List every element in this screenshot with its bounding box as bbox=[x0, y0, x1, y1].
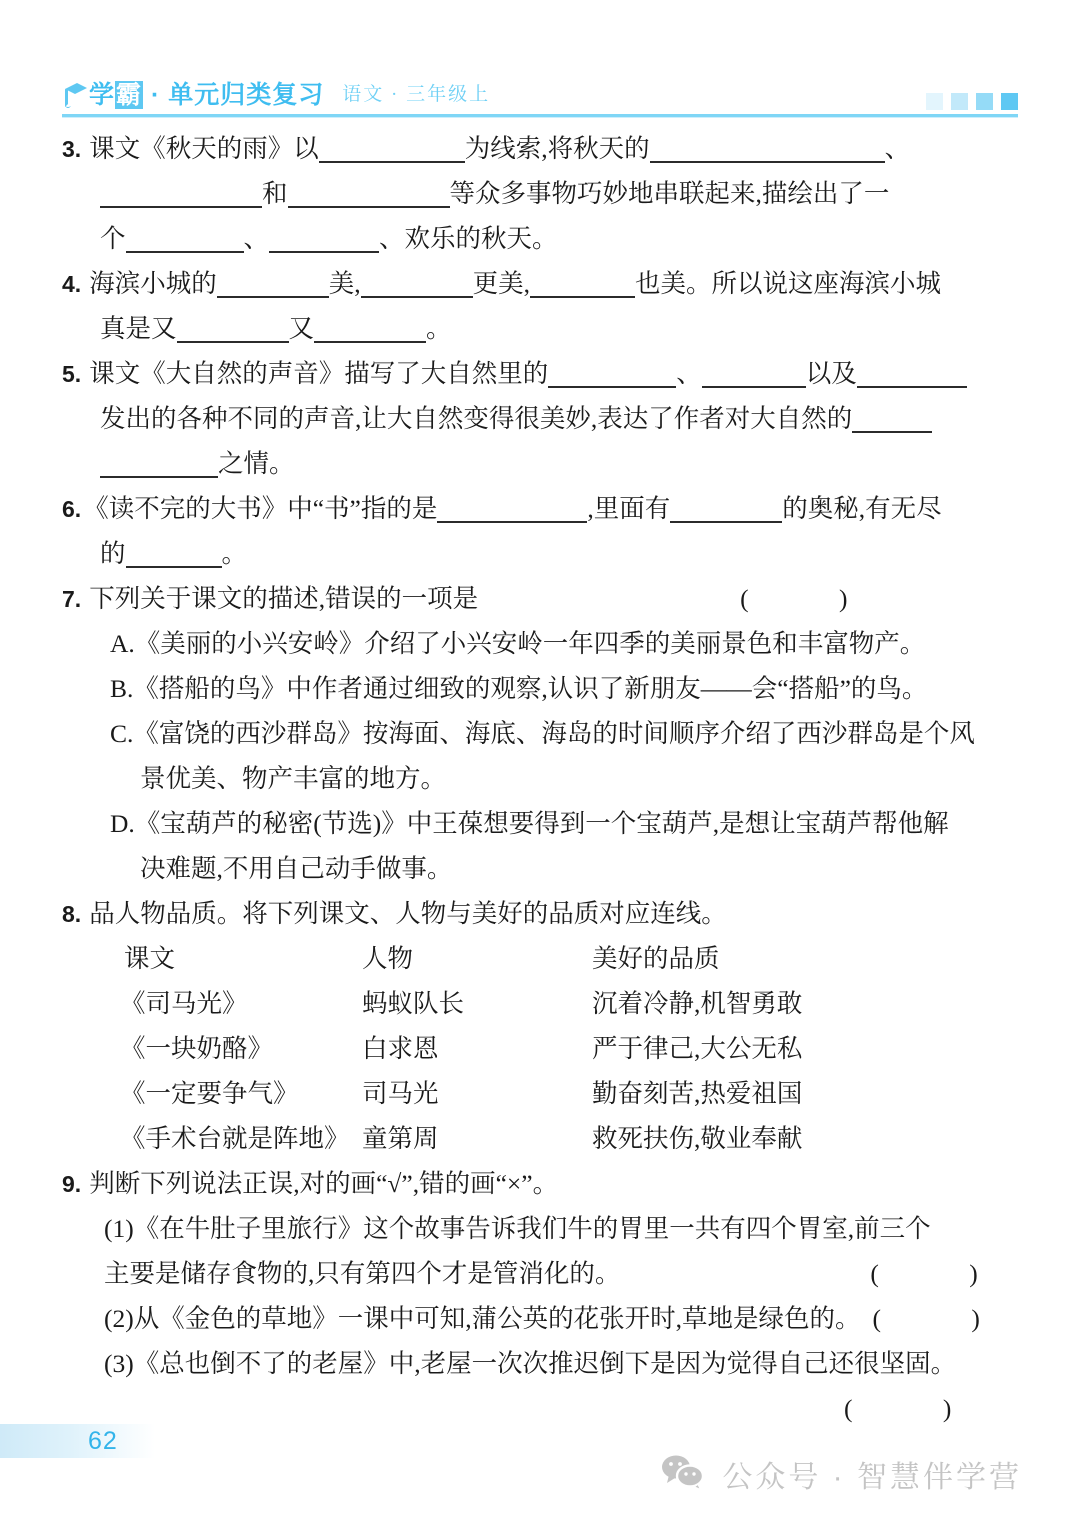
blank-field[interactable] bbox=[319, 131, 465, 163]
question-8-stem: 品人物品质。将下列课文、人物与美好的品质对应连线。 bbox=[89, 899, 727, 928]
question-4-text-g: 。 bbox=[426, 314, 452, 343]
question-6-text-e: 。 bbox=[221, 539, 248, 568]
matching-header-person: 人物 bbox=[362, 944, 414, 973]
graduation-cap-icon bbox=[62, 80, 88, 110]
question-8-number: 8. bbox=[62, 901, 82, 927]
question-9 bbox=[62, 1161, 1022, 1431]
question-9-stem: 判断下列说法正误,对的画“√”,错的画“×”。 bbox=[89, 1169, 559, 1198]
matching-cell-quality[interactable]: 严于律己,大公无私 bbox=[592, 1034, 803, 1063]
header-square-3 bbox=[976, 93, 993, 110]
answer-bracket[interactable]: ( ) bbox=[870, 1259, 1020, 1288]
blank-field[interactable] bbox=[177, 311, 289, 343]
matching-cell-person[interactable]: 司马光 bbox=[362, 1079, 439, 1108]
blank-field[interactable] bbox=[857, 356, 967, 388]
question-7-number: 7. bbox=[62, 586, 82, 612]
question-3-text-a: 课文《秋天的雨》以 bbox=[89, 134, 319, 163]
question-6-text-a: 《读不完的大书》中“书”指的是 bbox=[83, 494, 438, 523]
blank-field[interactable] bbox=[650, 131, 885, 163]
matching-table bbox=[62, 936, 1018, 1161]
matching-cell-text[interactable]: 《司马光》 bbox=[120, 989, 248, 1018]
blank-field[interactable] bbox=[361, 266, 473, 298]
matching-cell-person[interactable]: 蚂蚁队长 bbox=[362, 989, 465, 1018]
question-4-text-f: 又 bbox=[288, 314, 315, 343]
question-6-text-b: ,里面有 bbox=[587, 494, 671, 523]
matching-cell-person[interactable]: 白求恩 bbox=[362, 1034, 439, 1063]
question-9-number: 9. bbox=[62, 1171, 82, 1197]
question-3-text-c: 、 bbox=[884, 134, 911, 163]
blank-field[interactable] bbox=[702, 356, 806, 388]
answer-bracket[interactable]: ( ) bbox=[844, 1394, 994, 1423]
header-divider bbox=[62, 114, 1018, 117]
blank-field[interactable] bbox=[100, 446, 218, 478]
matching-cell-quality[interactable]: 救死扶伤,敬业奉献 bbox=[592, 1124, 803, 1153]
question-5 bbox=[62, 351, 1018, 486]
question-3-text-h: 、欢乐的秋天。 bbox=[379, 224, 558, 253]
blank-field[interactable] bbox=[217, 266, 329, 298]
question-5-text-a: 课文《大自然的声音》描写了大自然里的 bbox=[89, 359, 549, 388]
wechat-icon bbox=[660, 1453, 706, 1496]
question-3-text-e: 等众多事物巧妙地串联起来,描绘出了一 bbox=[449, 179, 890, 208]
page-number: 62 bbox=[88, 1427, 118, 1455]
question-6-number: 6. bbox=[62, 496, 82, 522]
question-9-item-2: (2)从《金色的草地》一课中可知,蒲公英的花张开时,草地是绿色的。 bbox=[104, 1304, 861, 1333]
question-4-text-c: 更美, bbox=[472, 269, 530, 298]
question-7-option-c-cont: 景优美、物产丰富的地方。 bbox=[140, 764, 447, 793]
matching-header-quality: 美好的品质 bbox=[592, 944, 720, 973]
question-3-text-f: 个 bbox=[100, 224, 126, 253]
question-9-item-1-line-1: (1)《在牛肚子里旅行》这个故事告诉我们牛的胃里一共有四个胃室,前三个 bbox=[104, 1214, 931, 1243]
question-4-number: 4. bbox=[62, 271, 82, 297]
header-square-4 bbox=[1001, 93, 1018, 110]
question-7-option-c[interactable]: C.《富饶的西沙群岛》按海面、海底、海岛的时间顺序介绍了西沙群岛是个风 bbox=[110, 719, 975, 748]
blank-field[interactable] bbox=[100, 176, 262, 208]
matching-cell-person[interactable]: 童第周 bbox=[362, 1124, 439, 1153]
question-6-text-c: 的奥秘,有无尽 bbox=[782, 494, 942, 523]
question-3-text-b: 为线索,将秋天的 bbox=[464, 134, 650, 163]
header-square-1 bbox=[926, 93, 943, 110]
matching-cell-quality[interactable]: 沉着冷静,机智勇敢 bbox=[592, 989, 803, 1018]
brand-title bbox=[89, 80, 324, 110]
matching-cell-quality[interactable]: 勤奋刻苦,热爱祖国 bbox=[592, 1079, 803, 1108]
question-7 bbox=[62, 576, 1018, 891]
question-5-text-e: 之情。 bbox=[218, 449, 295, 478]
blank-field[interactable] bbox=[126, 536, 222, 568]
brand-highlight: 霸 bbox=[116, 81, 143, 109]
blank-field[interactable] bbox=[852, 401, 932, 433]
question-4 bbox=[62, 261, 1018, 351]
subject-label: 语文 · 三年级上 bbox=[342, 84, 491, 105]
brand-separator: · 单元归类复习 bbox=[143, 81, 325, 109]
question-3 bbox=[62, 126, 1018, 261]
matching-row bbox=[62, 1071, 1018, 1116]
header-square-decoration bbox=[926, 93, 1018, 110]
brand-prefix: 学 bbox=[89, 81, 116, 109]
answer-bracket[interactable]: ( ) bbox=[740, 584, 890, 613]
question-9-item-3: (3)《总也倒不了的老屋》中,老屋一次次推迟倒下是因为觉得自己还很坚固。 bbox=[104, 1349, 957, 1378]
header-square-2 bbox=[951, 93, 968, 110]
question-4-text-b: 美, bbox=[328, 269, 361, 298]
question-8 bbox=[62, 891, 1018, 1161]
question-3-text-g: 、 bbox=[243, 224, 270, 253]
question-9-item-1-line-2: 主要是储存食物的,只有第四个才是管消化的。 bbox=[104, 1259, 621, 1288]
question-7-stem: 下列关于课文的描述,错误的一项是 bbox=[89, 584, 479, 613]
blank-field[interactable] bbox=[269, 221, 379, 253]
blank-field[interactable] bbox=[670, 491, 782, 523]
page-header bbox=[62, 70, 1018, 122]
matching-cell-text[interactable]: 《一定要争气》 bbox=[120, 1079, 299, 1108]
footer-gradient-band bbox=[0, 1424, 155, 1458]
watermark-text: 公众号 · 智慧伴学营 bbox=[722, 1461, 1022, 1494]
question-4-text-e: 真是又 bbox=[100, 314, 177, 343]
question-3-text-d: 和 bbox=[262, 179, 288, 208]
exercise-content bbox=[62, 126, 1022, 1431]
matching-header-text: 课文 bbox=[124, 944, 176, 973]
blank-field[interactable] bbox=[530, 266, 635, 298]
question-6 bbox=[62, 486, 1018, 576]
blank-field[interactable] bbox=[314, 311, 426, 343]
matching-cell-text[interactable]: 《手术台就是阵地》 bbox=[120, 1124, 350, 1153]
question-5-text-c: 以及 bbox=[805, 359, 857, 388]
question-4-text-a: 海滨小城的 bbox=[89, 269, 217, 298]
matching-row bbox=[62, 981, 1018, 1026]
blank-field[interactable] bbox=[548, 356, 676, 388]
blank-field[interactable] bbox=[288, 176, 450, 208]
question-5-text-d: 发出的各种不同的声音,让大自然变得很美妙,表达了作者对大自然的 bbox=[100, 404, 853, 433]
question-7-option-d[interactable]: D.《宝葫芦的秘密(节选)》中王葆想要得到一个宝葫芦,是想让宝葫芦帮他解 bbox=[110, 809, 949, 838]
question-7-option-d-cont: 决难题,不用自己动手做事。 bbox=[140, 854, 453, 883]
question-7-option-a[interactable]: A.《美丽的小兴安岭》介绍了小兴安岭一年四季的美丽景色和丰富物产。 bbox=[110, 629, 926, 658]
matching-row bbox=[62, 1026, 1018, 1071]
matching-row bbox=[62, 1116, 1018, 1161]
answer-bracket[interactable]: ( ) bbox=[872, 1304, 1022, 1333]
matching-cell-text[interactable]: 《一块奶酪》 bbox=[120, 1034, 274, 1063]
blank-field[interactable] bbox=[126, 221, 244, 253]
matching-header-row bbox=[62, 936, 1018, 981]
question-3-number: 3. bbox=[62, 136, 82, 162]
question-5-number: 5. bbox=[62, 361, 82, 387]
question-5-text-b: 、 bbox=[676, 359, 702, 388]
question-7-option-b[interactable]: B.《搭船的鸟》中作者通过细致的观察,认识了新朋友——会“搭船”的鸟。 bbox=[110, 674, 928, 703]
watermark bbox=[660, 1452, 1022, 1496]
question-4-text-d: 也美。所以说这座海滨小城 bbox=[634, 269, 941, 298]
question-6-text-d: 的 bbox=[100, 539, 126, 568]
blank-field[interactable] bbox=[437, 491, 587, 523]
